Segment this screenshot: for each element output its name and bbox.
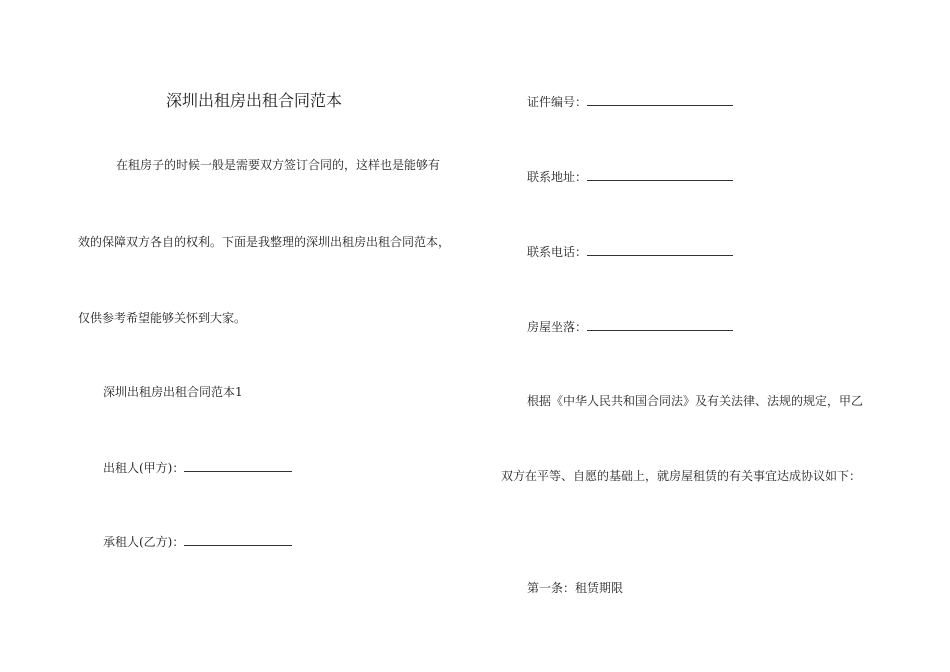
intro-paragraph-line-1: 在租房子的时候一般是需要双方签订合同的，这样也是能够有 (116, 158, 441, 172)
house-location-label: 房屋坐落： (527, 320, 588, 334)
id-number-blank-line (587, 93, 733, 106)
contract-subtitle: 深圳出租房出租合同范本1 (103, 385, 243, 399)
address-blank-line (587, 168, 733, 181)
lessee-label: 承租人(乙方)： (103, 535, 185, 549)
legal-basis-line-1: 根据《中华人民共和国合同法》及有关法律、法规的规定，甲乙 (527, 394, 864, 408)
address-label: 联系地址： (527, 170, 588, 184)
phone-blank-line (587, 243, 733, 256)
id-number-label: 证件编号： (527, 95, 588, 109)
phone-field (527, 243, 733, 260)
lessor-label: 出租人(甲方)： (103, 461, 185, 475)
intro-paragraph-line-3: 仅供参考希望能够关怀到大家。 (78, 311, 247, 325)
phone-label: 联系电话： (527, 245, 588, 259)
intro-paragraph-line-2: 效的保障双方各自的权利。下面是我整理的深圳出租房出租合同范本， (78, 235, 451, 249)
lessee-blank-line (184, 533, 292, 546)
address-field (527, 168, 733, 185)
legal-basis-line-2: 双方在平等、自愿的基础上，就房屋租赁的有关事宜达成协议如下： (501, 469, 862, 483)
id-number-field (527, 93, 733, 110)
house-location-field (527, 318, 733, 335)
lessee-field (103, 533, 292, 550)
lessor-field (103, 459, 292, 476)
lessor-blank-line (184, 459, 292, 472)
house-location-blank-line (587, 318, 733, 331)
document-title: 深圳出租房出租合同范本 (166, 91, 343, 110)
article-1-heading: 第一条：租赁期限 (527, 581, 624, 595)
